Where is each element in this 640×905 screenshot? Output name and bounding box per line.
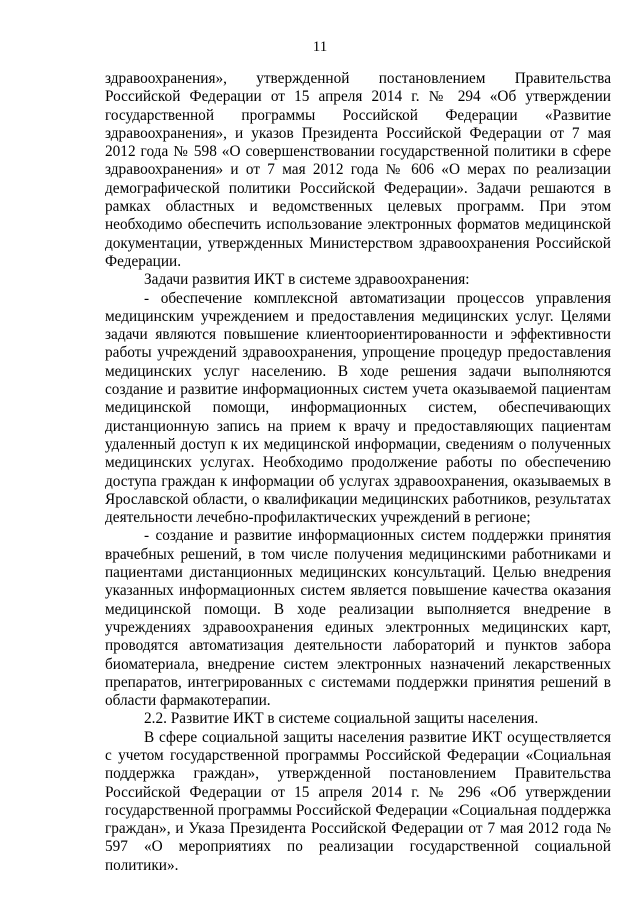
document-body <box>105 70 611 875</box>
paragraph-healthcare-tasks-heading: Задачи развития ИКТ в системе здравоохранения: <box>144 271 470 289</box>
section-heading-social-protection: 2.2. Развитие ИКТ в системе социальной защиты населения. <box>144 710 539 728</box>
paragraph-social-protection-basis: В сфере социальной защиты населения развитие ИКТ осуществляется с учетом государственной программы Российской Федерации «Социальная поддержка граждан», утвержденной постановлением Правительства Российской Федерации от 15 апреля 2014 г. № 296 «Об утверждении государственной программы Российской Федерации «Социальная поддержка граждан», и Указа Президента Российской Федерации от 7 мая 2012 года № 597 «О мероприятиях по реализации государственной социальной политики». <box>105 728 611 874</box>
page-number: 11 <box>312 39 328 55</box>
paragraph-healthcare-legal-basis: здравоохранения», утвержденной постановлением Правительства Российской Федерации от 15 апреля 2014 г. № 294 «Об утверждении государственной программы Российской Федерации «Развитие здравоохранения», и указов Президента Российской Федерации от 7 мая 2012 года № 598 «О совершенствовании государственной политики в сфере здравоохранения» и от 7 мая 2012 года № 606 «О мерах по реализации демографической политики Российской Федерации». Задачи решаются в рамках областных и ведомственных целевых программ. При этом необходимо обеспечить использование электронных форматов медицинской документации, утвержденных Министерством здравоохранения Российской Федерации. <box>105 70 611 270</box>
paragraph-healthcare-automation-item: - обеспечение комплексной автоматизации процессов управления медицинским учреждением и предоставления медицинских услуг. Целями задачи являются повышение клиентоориентированности и эффективности работы учреждений здравоохранения, упрощение процедур предоставления медицинских услуг населению. В ходе решения задачи выполняются создание и развитие информационных систем учета оказываемой пациентам медицинской помощи, информационных систем, обеспечивающих дистанционную запись на прием к врачу и предоставляющих пациентам удаленный доступ к их медицинской информации, сведениям о полученных медицинских услугах. Необходимо продолжение работы по обеспечению доступа граждан к информации об услугах здравоохранения, оказываемых в Ярославской области, о квалификации медицинских работников, результатах деятельности лечебно-профилактических учреждений в регионе; <box>105 289 611 527</box>
paragraph-decision-support-item: - создание и развитие информационных систем поддержки принятия врачебных решений, в том числе получения медицинскими работниками и пациентами дистанционных медицинских консультаций. Целью внедрения указанных информационных систем является повышение качества оказания медицинской помощи. В ходе реализации выполняется внедрение в учреждениях здравоохранения единых электронных медицинских карт, проводятся автоматизация деятельности лабораторий и пунктов забора биоматериала, внедрение систем электронных назначений лекарственных препаратов, интегрированных с системами поддержки принятия решений в области фармакотерапии. <box>105 527 611 710</box>
